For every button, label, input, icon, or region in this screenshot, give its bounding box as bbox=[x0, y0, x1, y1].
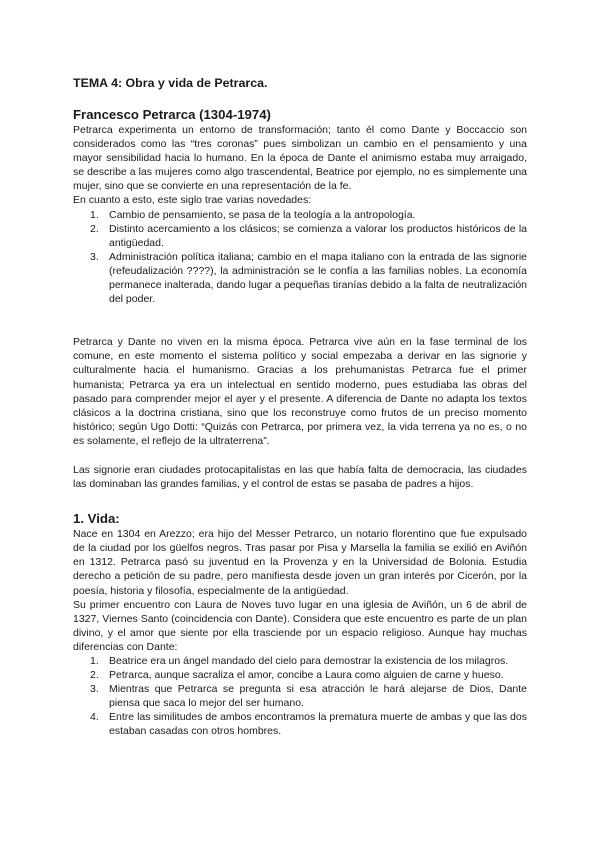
list-text: Distinto acercamiento a los clásicos; se comienza a valorar los productos históricos de la antigüedad. bbox=[109, 222, 527, 249]
list-number: 2. bbox=[90, 222, 99, 235]
signorie-paragraph: Las signorie eran ciudades protocapitalistas en las que había falta de democracia, las ciudades las dominaban las grandes familias, y el control de estas se pasaba de padres a hijos. bbox=[73, 463, 527, 491]
intro-paragraph: Petrarca experimenta un entorno de transformación; tanto él como Dante y Boccaccio son considerados como las “tres coronas” pues simbolizan un cambio en el pensamiento y una mayor sensibilidad hacia lo humano. En la época de Dante el animismo estaba muy arraigado, se describe a las mujeres como algo trascendental, Beatrice por ejemplo, no es simplemente una mujer, sino que se convierte en una representación de la fe. bbox=[73, 124, 527, 193]
section-heading-petrarca: Francesco Petrarca (1304-1974) bbox=[73, 107, 271, 122]
list-number: 3. bbox=[90, 250, 99, 263]
list-item bbox=[73, 710, 527, 738]
list-text: Beatrice era un ángel mandado del cielo para demostrar la existencia de los milagros. bbox=[109, 655, 509, 667]
birth-paragraph: Nace en 1304 en Arezzo; era hijo del Messer Petrarco, un notario florentino que fue expulsado de la ciudad por los güelfos negros. Tras pasar por Pisa y Marsella la familia se exilió en Aviñón en 1312. Petrarca pasó su juventud en la Provenza y en la Universidad de Bolonia. Estudia derecho a petición de su padre, pero manifiesta desde joven un gran interés por Cicerón, por la poesía, historia y filosofía, especialmente de la antigüedad. bbox=[73, 528, 527, 597]
laura-paragraph: Su primer encuentro con Laura de Noves tuvo lugar en una iglesia de Aviñón, un 6 de abril de 1327, Viernes Santo (coincidencia con Dante). Considera que este encuentro es parte de un plan divino, y el amor que siente por ella trasciende por un espacio religioso. Aunque hay muchas diferencias con Dante: bbox=[73, 598, 527, 653]
list-text: Entre las similitudes de ambos encontramos la prematura muerte de ambas y que las dos estaban casadas con otros hombres. bbox=[109, 711, 527, 738]
spacer bbox=[73, 306, 527, 320]
list-text: Administración política italiana; cambio en el mapa italiano con la entrada de las signorie (refeudalización ????), la administración se le confía a las familias nobles. La economía permanece inalterada, dando lugar a pequeñas tiranías debido a la falta de neutralización del poder. bbox=[109, 250, 527, 306]
novelties-list bbox=[73, 208, 527, 307]
list-number: 2. bbox=[90, 669, 99, 682]
list-item bbox=[73, 682, 527, 710]
list-item bbox=[73, 668, 527, 682]
lead-paragraph: En cuanto a esto, este siglo trae varias novedades: bbox=[73, 194, 312, 207]
list-number: 1. bbox=[90, 208, 99, 221]
section-heading-vida: 1. Vida: bbox=[73, 511, 120, 527]
list-item bbox=[73, 250, 527, 306]
comparison-paragraph: Petrarca y Dante no viven en la misma época. Petrarca vive aún en la fase terminal de los comune, en este momento el sistema político y social empezaba a derivar en las signorie y culturalmente hacia el humanismo. Gracias a los prehumanistas Petrarca fue el primer humanista; Petrarca ya era un intelectual en sentido moderno, pues estudiaba las obras del pasado para comprender mejor el ayer y el presente. A diferencia de Dante no adapta los textos clásicos a la doctrina cristiana, sino que los reconstruye como frutos de un preciso momento histórico; según Ugo Dotti: “Quizás con Petrarca, por primera vez, la vida terrena ya no es, o no es solamente, el reflejo de la ultraterrena”. bbox=[73, 336, 527, 447]
list-text: Cambio de pensamiento, se pasa de la teología a la antropología. bbox=[109, 208, 416, 221]
list-text: Mientras que Petrarca se pregunta si esa atracción le hará alejarse de Dios, Dante piensa que saca lo mejor del ser humano. bbox=[109, 683, 527, 710]
list-text: Petrarca, aunque sacraliza el amor, concibe a Laura como alguien de carne y hueso. bbox=[109, 669, 504, 682]
differences-list bbox=[73, 654, 527, 739]
list-number: 1. bbox=[90, 655, 99, 667]
list-item bbox=[73, 208, 527, 222]
list-item bbox=[73, 222, 527, 250]
document-title: TEMA 4: Obra y vida de Petrarca. bbox=[73, 76, 268, 90]
list-number: 3. bbox=[90, 683, 99, 696]
list-item bbox=[73, 654, 527, 668]
list-number: 4. bbox=[90, 711, 99, 724]
